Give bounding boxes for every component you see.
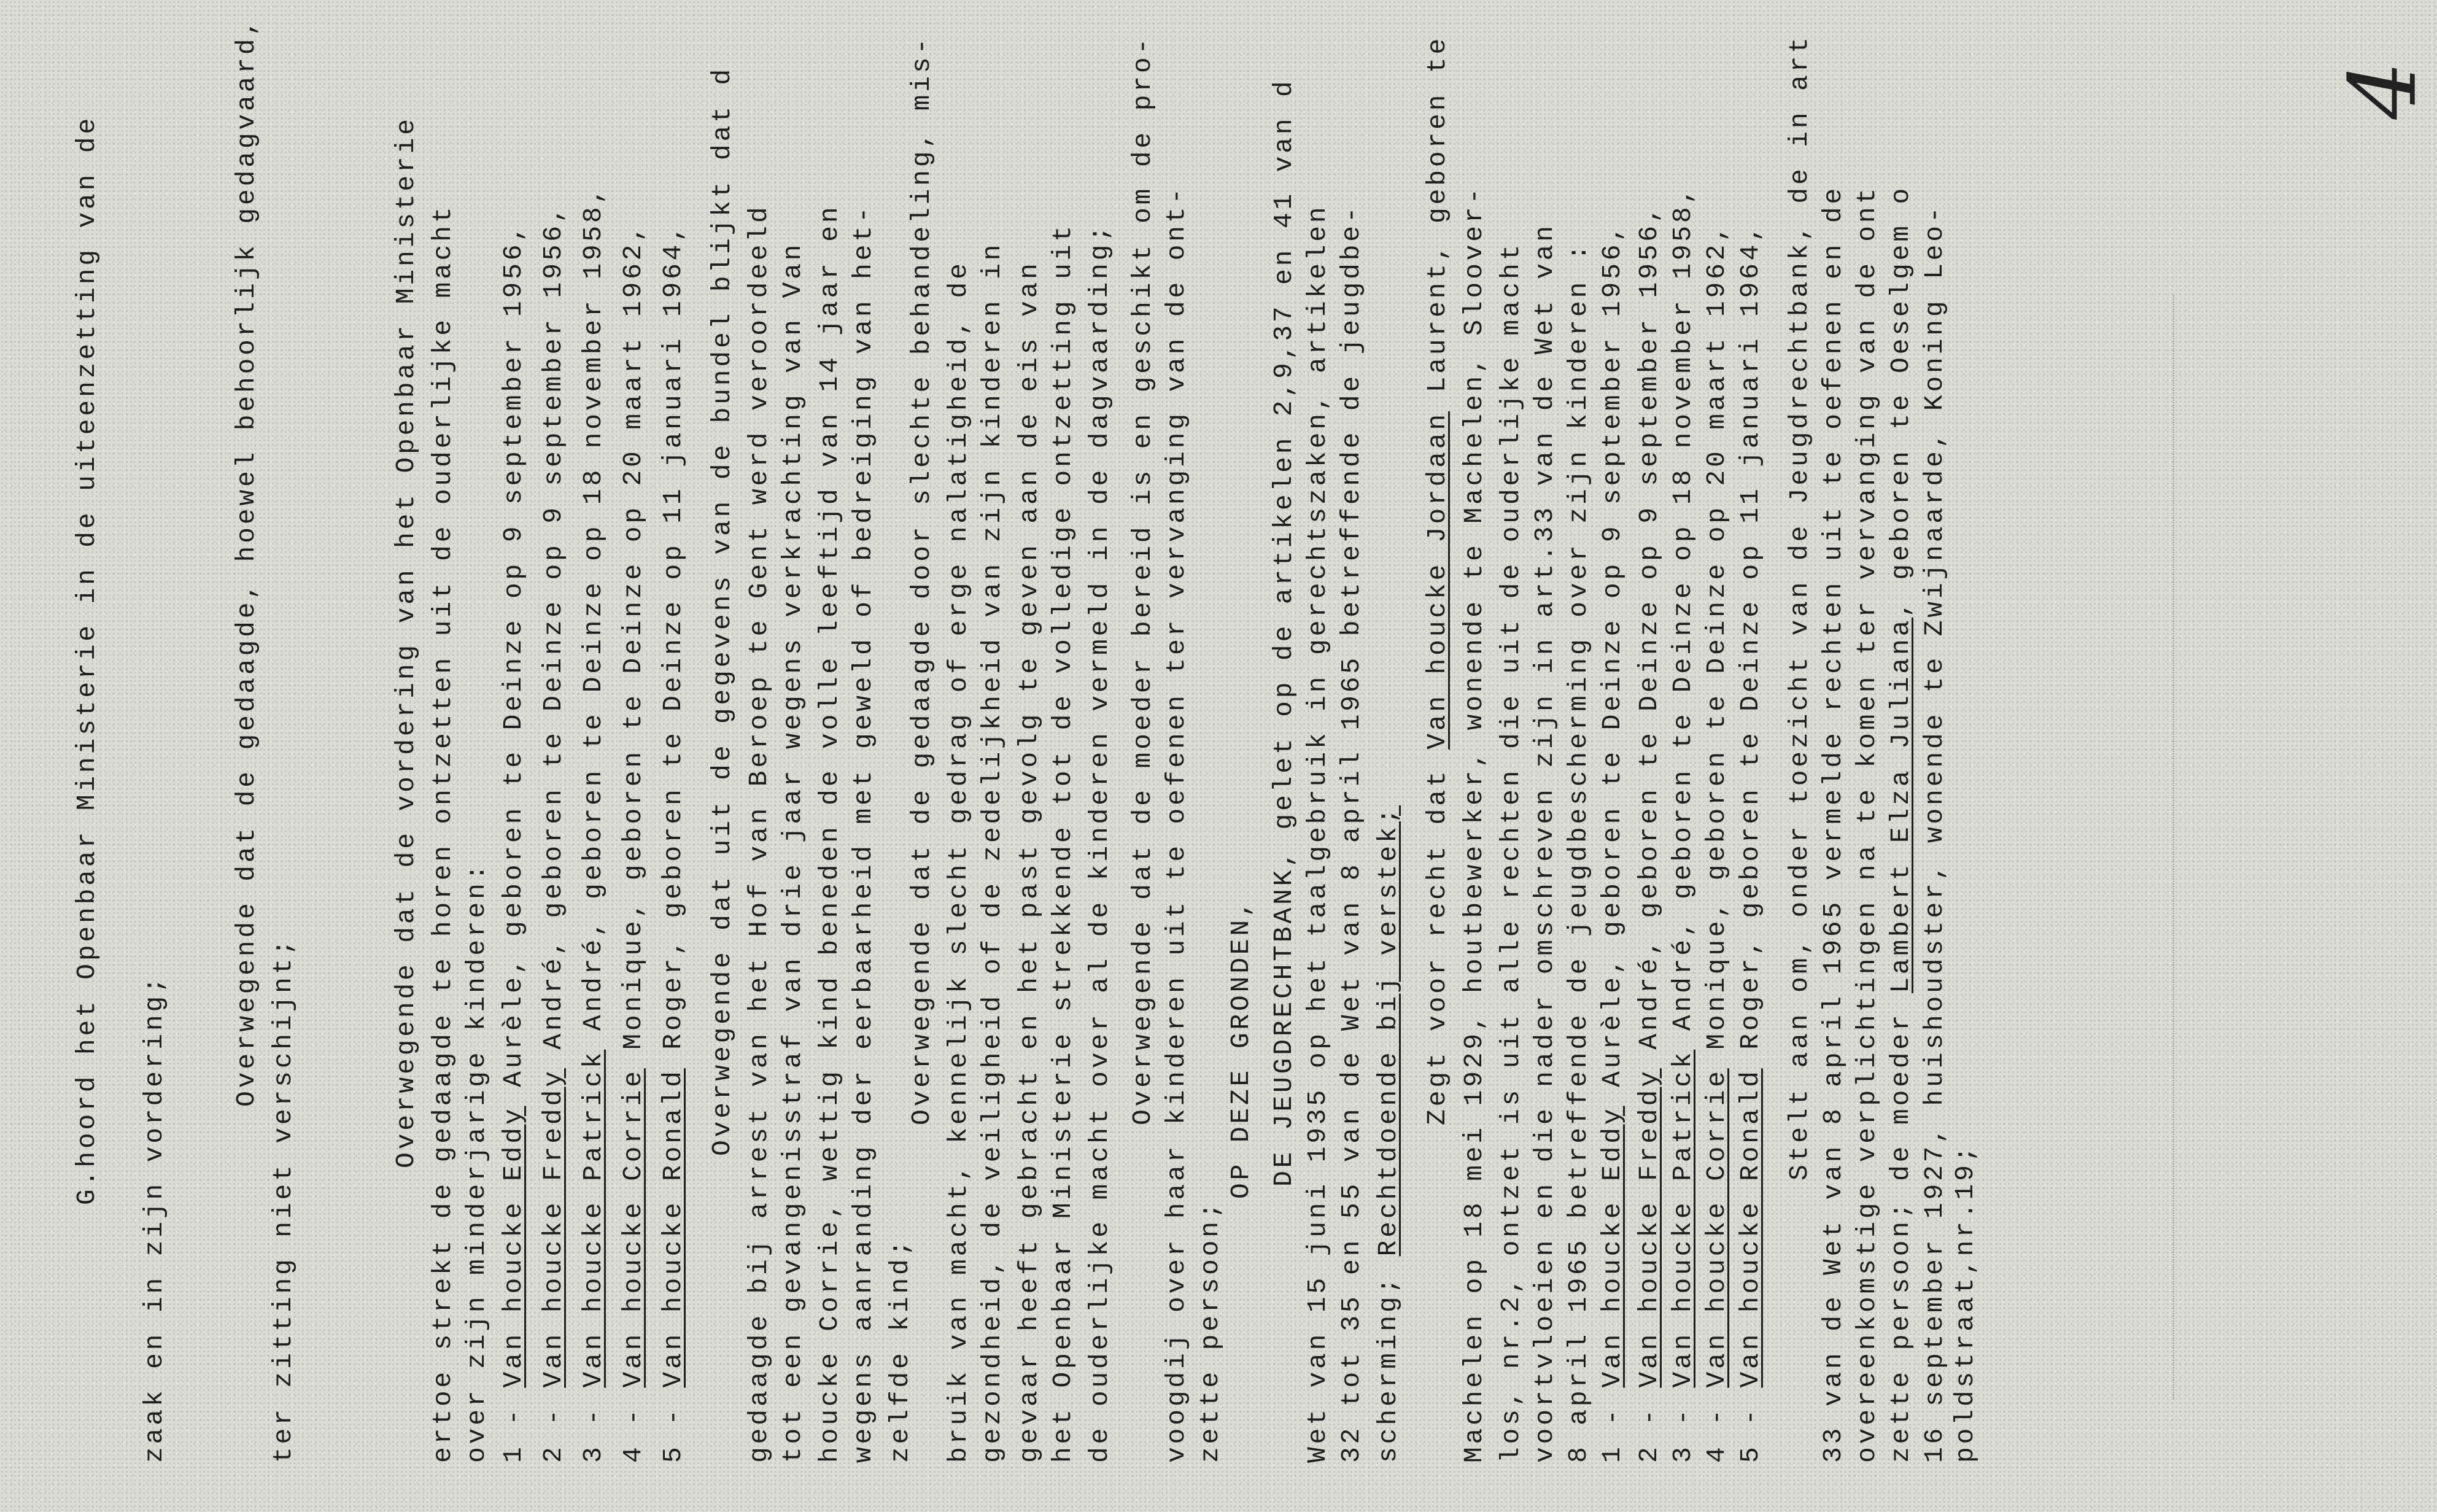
underlined-name: Lambert Elza Juliana (1886, 617, 1916, 993)
text-line: zette persoon; (1195, 1200, 1225, 1463)
text-line: 33 van de Wet van 8 april 1965 vermelde rechten uit te oefenen en de (1818, 185, 1848, 1463)
underlined-name: Van houcke Patrick (1668, 1049, 1698, 1388)
text-line: 8 april 1965 betreffende de jeugdbescherming over zijn kinderen : (1563, 241, 1594, 1463)
text-line: het Openbaar Ministerie strekkende tot de volledige ontzetting uit (1048, 223, 1078, 1463)
text-segment: 4 - (618, 1387, 648, 1463)
underlined-name: Van houcke Ronald (1735, 1068, 1765, 1388)
text-line (1599, 223, 1625, 1463)
text-line: houcke Corrie, wettig kind beneden de volle leeftijd van 14 jaar en (815, 204, 845, 1463)
text-line: wegens aanranding der eerbaarheid met geweld of bedreiging van het- (848, 204, 878, 1463)
text-line: Overwegende dat de moeder bereid is en geschikt om de pro- (1128, 35, 1158, 1125)
text-line (1636, 204, 1662, 1464)
text-segment: 2 - (1634, 1387, 1664, 1463)
text-line: voortvloeien en die nader omschreven zijn in art.33 van de Wet van (1530, 223, 1560, 1463)
text-line (1888, 185, 1914, 1463)
underlined-name: Van houcke Freddy (538, 1068, 568, 1388)
text-segment: scherming; (1373, 1256, 1403, 1463)
text-line (1424, 36, 1451, 1125)
rotated-typed-text-block (49, 17, 1983, 1463)
text-line (620, 223, 646, 1463)
text-line (1737, 223, 1764, 1463)
text-line: tot een gevangenisstraf van drie jaar wegens verkrachting van Van (778, 241, 808, 1463)
text-line: de ouderlijke macht over al de kinderen vermeld in de dagvaarding; (1085, 223, 1115, 1463)
text-line: los, nr.2, ontzet is uit alle rechten die uit de ouderlijke macht (1496, 241, 1526, 1463)
text-line: ter zitting niet verschijnt; (268, 937, 298, 1463)
text-line (1375, 805, 1401, 1463)
text-line: Overwegende dat de gedaagde door slechte behandeling, mis- (907, 35, 937, 1125)
text-segment: 2 - (538, 1387, 568, 1463)
underlined-name: Van houcke Jordaan (1422, 411, 1452, 750)
text-line: 32 tot 35 en 55 van de Wet van 8 april 1965 betreffende de jeugdbe- (1336, 204, 1366, 1463)
text-segment: 4 - (1702, 1387, 1732, 1463)
text-segment: , geboren te Oeselgem o (1886, 185, 1916, 618)
text-line (500, 223, 527, 1463)
text-segment: Aurèle, geboren te Deinze op 9 september 1956, (1597, 223, 1627, 1106)
text-segment: Monique, geboren te Deinze op 20 maart 1962, (618, 223, 648, 1069)
text-line: 16 september 1927, huishoudster, wonende te Zwijnaarde, Koning Leo- (1920, 204, 1950, 1463)
text-line: Overwegende dat uit de gegevens van de bundel blijkt dat d (707, 66, 737, 1156)
text-line (660, 223, 686, 1463)
underlined-name: Van houcke Corrie (1702, 1068, 1732, 1388)
text-line (540, 204, 567, 1464)
text-segment: 5 - (658, 1387, 688, 1463)
text-segment: 3 - (1668, 1387, 1698, 1463)
text-line: bruik van macht, kennelijk slecht gedrag of erge nalatigheid, de (943, 260, 974, 1463)
text-line (1670, 185, 1696, 1463)
text-line (1703, 223, 1730, 1463)
text-segment: 1 - (1597, 1387, 1627, 1463)
underlined-name: Van houcke Eddy (498, 1106, 529, 1388)
text-segment: André, geboren te Deinze op 18 november 1958, (578, 185, 608, 1050)
text-line: over zijn minderjarige kinderen: (462, 861, 492, 1463)
text-segment: 5 - (1735, 1387, 1765, 1463)
text-line: Wet van 15 juni 1935 op het taalgebruik in gerechtszaken, artikelen (1303, 204, 1333, 1463)
text-line: G.hoord het Openbaar Ministerie in de uiteenzetting van de (72, 115, 102, 1205)
underlined-name: Van houcke Ronald (658, 1068, 688, 1388)
text-line: OP DEZE GRONDEN, (1226, 898, 1256, 1199)
text-line: overeenkomstige verplichtingen na te komen ter vervanging van de ont (1852, 185, 1882, 1463)
underlined-name: Van houcke Patrick (578, 1049, 608, 1388)
underlined-name: Rechtdoende bij verstek; (1373, 805, 1403, 1257)
text-line: gedaagde bij arrest van het Hof van Beroep te Gent werd veroordeeld (744, 204, 774, 1463)
text-segment: Roger, geboren te Deinze op 11 januari 1964, (658, 223, 688, 1069)
text-line: voogdij over haar kinderen uit te oefenen ter vervanging van de ont- (1161, 185, 1191, 1463)
page-number-mark: 4 (2330, 61, 2437, 120)
text-line: ertoe strekt de gedaagde te horen ontzetten uit de ouderlijke macht (428, 204, 458, 1463)
text-segment: zette persoon; de moeder (1886, 993, 1916, 1463)
text-segment: André, geboren te Deinze op 9 september 1956, (538, 204, 568, 1069)
text-line: poldstraat,nr.19; (1950, 1143, 1980, 1463)
text-line: Machelen op 18 mei 1929, houtbewerker, wonende te Machelen, Sloover- (1459, 185, 1489, 1463)
text-line: gezondheid, de veiligheid of de zedelijkheid van zijn kinderen in (977, 241, 1007, 1463)
text-segment: 3 - (578, 1387, 608, 1463)
text-line: Overwegende dat de vordering van het Openbaar Ministerie (391, 116, 421, 1168)
underlined-name: Van houcke Eddy (1597, 1106, 1627, 1388)
text-line: zaak en in zijn vordering; (139, 974, 169, 1463)
text-segment: Monique, geboren te Deinze op 20 maart 1962, (1702, 223, 1732, 1069)
text-segment: Roger, geboren te Deinze op 11 januari 1964, (1735, 223, 1765, 1069)
text-line (580, 185, 606, 1463)
text-line: Overwegende dat de gedaagde, hoewel behoorlijk gedagvaard, (231, 17, 262, 1107)
text-line: zelfde kind; (885, 1237, 915, 1463)
underlined-name: Van houcke Corrie (618, 1068, 648, 1388)
text-segment: 1 - (498, 1387, 529, 1463)
text-segment: André, geboren te Deinze op 18 november 1958, (1668, 185, 1698, 1050)
text-segment: Aurèle, geboren te Deinze op 9 september 1956, (498, 223, 529, 1106)
text-segment: Laurent, geboren te (1422, 35, 1452, 412)
text-segment: Zegt voor recht dat (1422, 749, 1452, 1125)
underlined-name: Van houcke Freddy (1634, 1068, 1664, 1388)
text-segment: André, geboren te Deinze op 9 september 1956, (1634, 204, 1664, 1069)
text-line: DE JEUGDRECHTBANK, gelet op de artikelen 2,9,37 en 41 van d (1269, 78, 1299, 1187)
margin-dotted-line (2173, 295, 2175, 1400)
text-line: gevaar heeft gebracht en het past gevolg te geven aan de eis van (1014, 260, 1044, 1463)
text-line: Stelt aan om, onder toezicht van de Jeugdrechtbank, de in art (1784, 34, 1815, 1181)
